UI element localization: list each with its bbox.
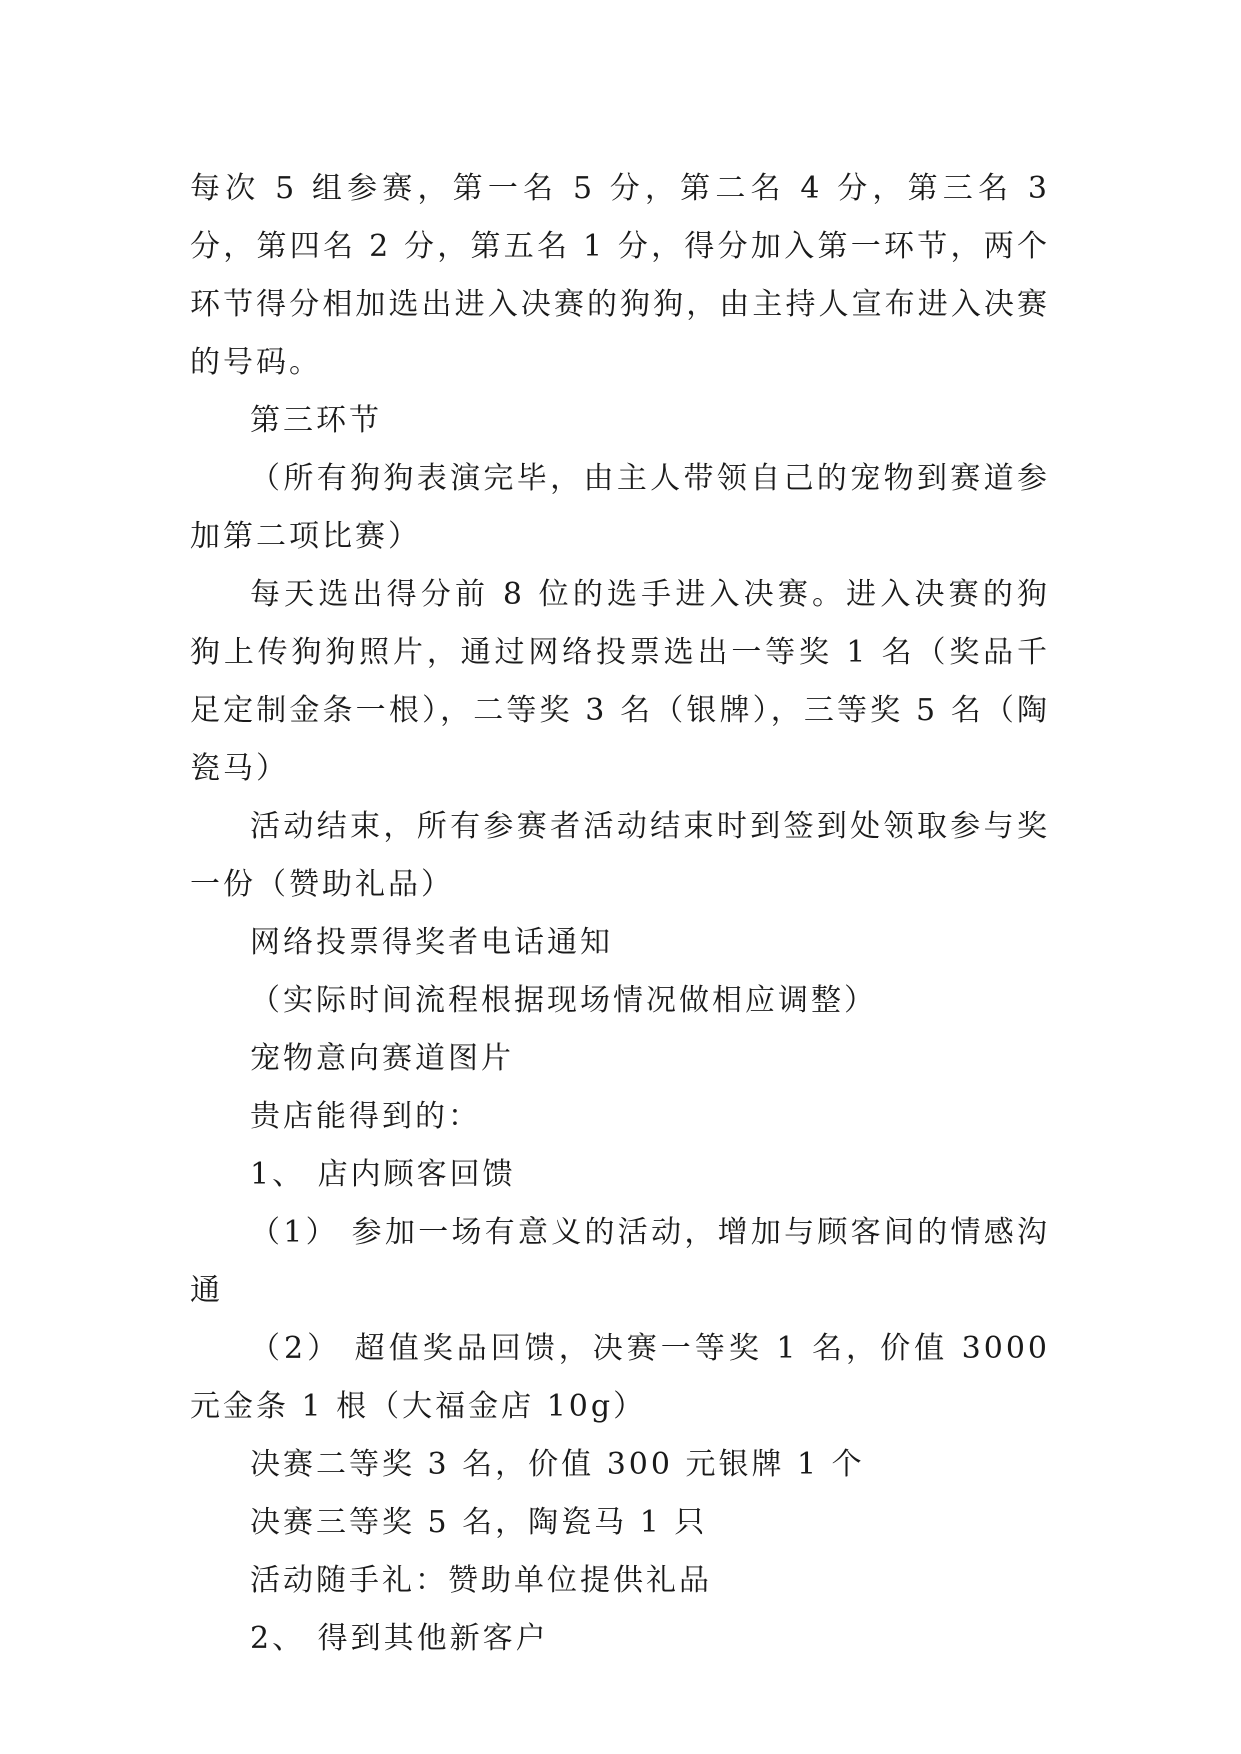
paragraph-finals-selection: 每天选出得分前 8 位的选手进入决赛。进入决赛的狗狗上传狗狗照片，通过网络投票选出一等奖 1 名（奖品千足定制金条一根），二等奖 3 名（银牌），三等奖 5 名（陶瓷马） xyxy=(190,577,1050,786)
paragraph-track-image-caption: 宠物意向赛道图片 xyxy=(250,1041,514,1076)
paragraph-souvenir: 活动随手礼：赞助单位提供礼品 xyxy=(250,1563,712,1598)
paragraph-benefit-1-item-2: （2） 超值奖品回馈，决赛一等奖 1 名，价值 3000 元金条 1 根（大福金店 10g） xyxy=(190,1331,1050,1424)
paragraph-benefit-1-item-1: （1） 参加一场有意义的活动，增加与顾客间的情感沟通 xyxy=(190,1215,1050,1308)
paragraph-scoring-rules: 每次 5 组参赛，第一名 5 分，第二名 4 分，第三名 3 分，第四名 2 分，第五名 1 分，得分加入第一环节，两个环节得分相加选出进入决赛的狗狗，由主持人宣布进入决赛的号码。 xyxy=(190,171,1050,380)
paragraph-event-end: 活动结束，所有参赛者活动结束时到签到处领取参与奖一份（赞助礼品） xyxy=(190,809,1050,902)
paragraph-second-prize: 决赛二等奖 3 名，价值 300 元银牌 1 个 xyxy=(250,1447,865,1482)
paragraph-schedule-note: （实际时间流程根据现场情况做相应调整） xyxy=(250,983,877,1018)
paragraph-benefit-2: 2、 得到其他新客户 xyxy=(250,1621,549,1656)
paragraph-third-prize: 决赛三等奖 5 名，陶瓷马 1 只 xyxy=(250,1505,708,1540)
paragraph-third-stage-heading: 第三环节 xyxy=(250,403,382,438)
paragraph-benefit-1: 1、 店内顾客回馈 xyxy=(250,1157,516,1192)
paragraph-benefits-heading: 贵店能得到的： xyxy=(250,1099,481,1134)
document-body xyxy=(190,160,1050,1668)
paragraph-phone-notice: 网络投票得奖者电话通知 xyxy=(250,925,613,960)
paragraph-third-stage-note: （所有狗狗表演完毕，由主人带领自己的宠物到赛道参加第二项比赛） xyxy=(190,461,1050,554)
